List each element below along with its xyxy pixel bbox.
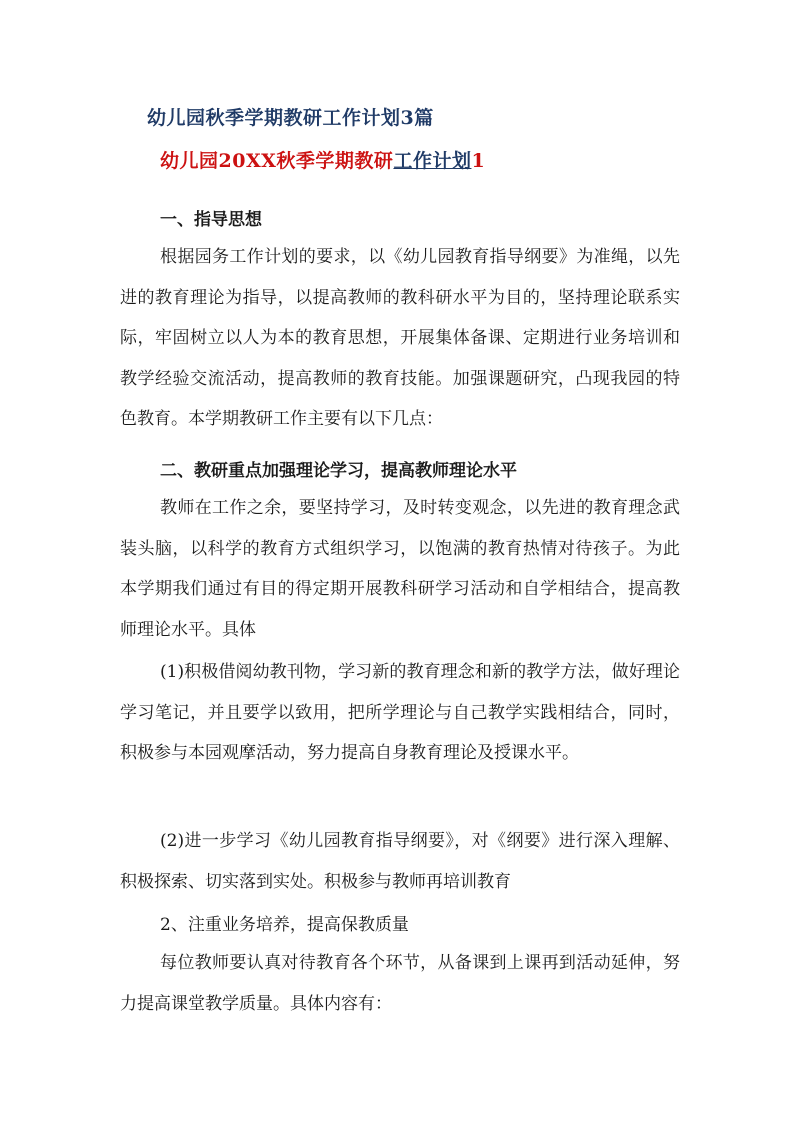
section-heading-guiding-thought: 一、指导思想 [160,210,262,230]
section-heading-research-focus: 二、教研重点加强理论学习，提高教师理论水平 [160,461,517,481]
document-subtitle [160,146,485,173]
paragraph-research-focus: 教师在工作之余，要坚持学习，及时转变观念，以先进的教育理念武装头脑，以科学的教育方式组织学习，以饱满的教育热情对待孩子。为此本学期我们通过有目的得定期开展教科研学习活动和自学相结合，提高教师理论水平。具体 [120,498,680,640]
paragraph-business-training: 每位教师要认真对待教育各个环节，从备课到上课再到活动延伸，努力提高课堂教学质量。具体内容有： [120,953,680,1014]
document-title: 幼儿园秋季学期教研工作计划3篇 [147,107,434,129]
paragraph-item-2: (2)进一步学习《幼儿园教育指导纲要》，对《纲要》进行深入理解、积极探索、切实落到实处。积极参与教师再培训教育 [120,831,680,892]
paragraph-item-1: (1)积极借阅幼教刊物，学习新的教育理念和新的教学方法，做好理论学习笔记，并且要学以致用，把所学理论与自己教学实践相结合，同时，积极参与本园观摩活动，努力提高自身教育理论及授课水平。 [120,662,680,763]
section-heading-business-training: 2、注重业务培养，提高保教质量 [160,915,409,935]
subtitle-suffix: 1 [471,150,486,172]
subtitle-prefix: 幼儿园20XX秋季学期教研 [160,150,394,172]
subtitle-link[interactable]: 工作计划 [393,150,472,172]
paragraph-guiding-thought: 根据园务工作计划的要求，以《幼儿园教育指导纲要》为准绳，以先进的教育理论为指导，以提高教师的教科研水平为目的，坚持理论联系实际，牢固树立以人为本的教育思想，开展集体备课、定期进行业务培训和教学经验交流活动，提高教师的教育技能。加强课题研究，凸现我园的特色教育。本学期教研工作主要有以下几点： [120,247,680,429]
